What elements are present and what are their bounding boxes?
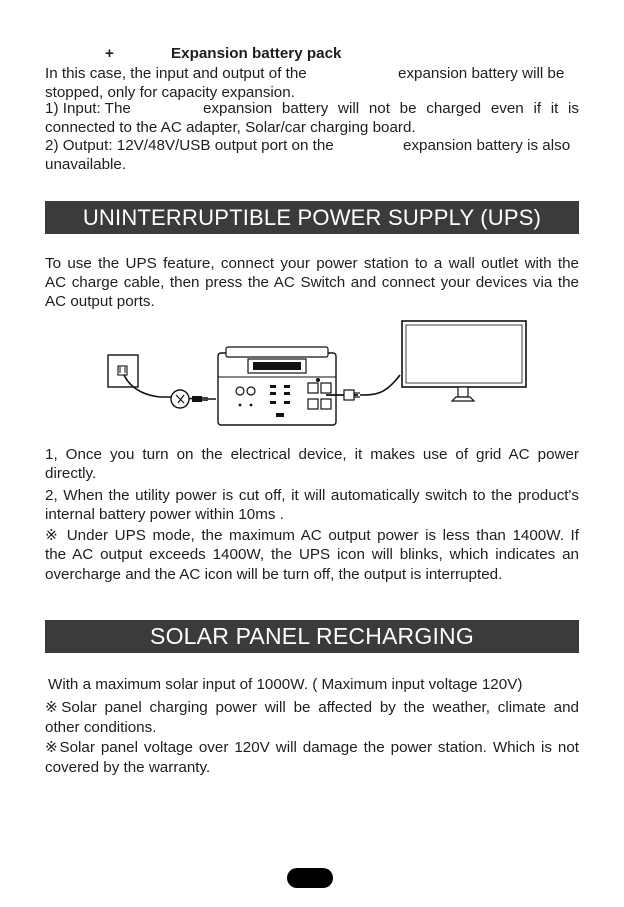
ups-warning-c: overcharge and the AC icon will be turn off, the output is interrupted. (45, 566, 503, 583)
ups-note2-b: internal battery power within 10ms . (45, 506, 284, 523)
expansion-output-a: 2) Output: 12V/48V/USB output port on the (45, 137, 334, 154)
expansion-output-b: expansion battery is also (403, 137, 571, 154)
ups-intro-2: AC charge cable, then press the AC Switch and connect your devices via the (45, 274, 579, 291)
expansion-line1-b: expansion battery will be (398, 65, 565, 82)
ups-connection-illustration (100, 315, 530, 430)
expansion-input-b: expansion battery will not be charged even if it is (203, 100, 579, 117)
ac-adapter-plug-icon (171, 390, 208, 408)
page-number-pill (287, 868, 333, 888)
ups-banner: UNINTERRUPTIBLE POWER SUPPLY (UPS) (45, 201, 579, 234)
expansion-input-a: 1) Input: The (45, 100, 131, 117)
ups-note1-b: directly. (45, 465, 97, 482)
expansion-line1-a: In this case, the input and output of the (45, 65, 307, 82)
ups-warning-a: ※ Under UPS mode, the maximum AC output power is less than 1400W. If (45, 527, 579, 544)
wall-outlet-icon (108, 355, 138, 387)
solar-note1-b: other conditions. (45, 719, 157, 736)
ups-intro-3: AC output ports. (45, 293, 155, 310)
solar-note2-b: covered by the warranty. (45, 759, 211, 776)
expansion-line2: stopped, only for capacity expansion. (45, 84, 295, 101)
ups-warning-b: the AC output exceeds 1400W, the UPS icon will blinks, which indicates an (45, 546, 579, 563)
ups-note2-a: 2, When the utility power is cut off, it will automatically switch to the product's (45, 487, 579, 504)
solar-note2-a: ※Solar panel voltage over 120V will damage the power station. Which is not (45, 739, 579, 756)
solar-banner: SOLAR PANEL RECHARGING (45, 620, 579, 653)
ups-note1-a: 1, Once you turn on the electrical device, it makes use of grid AC power (45, 446, 579, 463)
tv-monitor-icon (402, 321, 526, 401)
expansion-input-c: connected to the AC adapter, Solar/car charging board. (45, 119, 416, 136)
solar-line1: With a maximum solar input of 1000W. ( Maximum input voltage 120V) (48, 676, 523, 693)
solar-note1-a: ※Solar panel charging power will be affected by the weather, climate and (45, 699, 579, 716)
power-station-icon (218, 347, 336, 425)
expansion-heading: Expansion battery pack (171, 45, 342, 62)
heading-plus: + (105, 45, 114, 62)
expansion-output-c: unavailable. (45, 156, 127, 173)
ups-intro-1: To use the UPS feature, connect your power station to a wall outlet with the (45, 255, 579, 272)
